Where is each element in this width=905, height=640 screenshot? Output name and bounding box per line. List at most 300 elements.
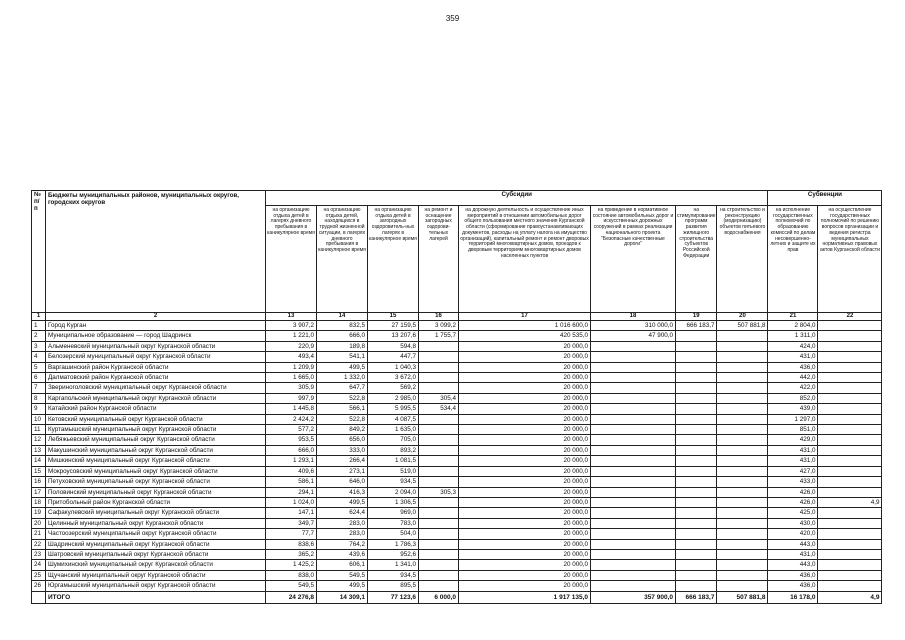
row-value-col-13: 493,4 — [266, 352, 317, 362]
row-value-col-18 — [591, 456, 676, 466]
row-budget-name: Мокроусовский муниципальный округ Курганской области — [46, 466, 266, 476]
row-value-col-20 — [717, 362, 768, 372]
row-value-col-15: 705,0 — [368, 435, 419, 445]
row-budget-name: Муниципальное образование — город Шадринск — [46, 331, 266, 341]
subheader-col-16: на ремонт и оснащение загородных оздорови-тельных лагерей — [419, 206, 459, 313]
column-index-cell: 21 — [768, 313, 818, 321]
row-value-col-19 — [676, 362, 717, 372]
table-row — [32, 393, 882, 403]
total-value-col-19: 666 183,7 — [676, 591, 717, 603]
row-value-col-20 — [717, 477, 768, 487]
row-value-col-14: 656,0 — [317, 435, 368, 445]
row-value-col-18 — [591, 435, 676, 445]
column-index-cell: 1 — [32, 313, 46, 321]
table-row — [32, 570, 882, 580]
row-value-col-14: 764,2 — [317, 539, 368, 549]
row-budget-name: Притобольный район Курганской области — [46, 497, 266, 507]
column-index-row — [32, 313, 882, 321]
row-value-col-21: 427,0 — [768, 466, 818, 476]
row-value-col-19 — [676, 393, 717, 403]
row-value-col-22 — [818, 549, 882, 559]
row-number: 21 — [32, 529, 46, 539]
column-index-cell: 18 — [591, 313, 676, 321]
row-value-col-13: 3 907,2 — [266, 321, 317, 331]
total-row-number — [32, 591, 46, 603]
row-value-col-21: 431,0 — [768, 445, 818, 455]
row-value-col-16 — [419, 456, 459, 466]
row-budget-name: Каргапольский муниципальный округ Курганской области — [46, 393, 266, 403]
row-value-col-16 — [419, 529, 459, 539]
row-value-col-22 — [818, 425, 882, 435]
row-value-col-20 — [717, 383, 768, 393]
row-value-col-16 — [419, 539, 459, 549]
row-value-col-21: 852,0 — [768, 393, 818, 403]
table-row — [32, 581, 882, 591]
row-value-col-21: 442,0 — [768, 373, 818, 383]
row-value-col-22 — [818, 352, 882, 362]
row-value-col-22 — [818, 466, 882, 476]
row-value-col-17: 20 000,0 — [459, 456, 591, 466]
table-row — [32, 539, 882, 549]
row-value-col-14: 416,3 — [317, 487, 368, 497]
subheader-col-14: на организацию отдыха детей, находящихся в трудной жизненной ситуации, в лагерях дневного пребывания в каникулярное время — [317, 206, 368, 313]
row-value-col-13: 586,1 — [266, 477, 317, 487]
column-index-cell: 13 — [266, 313, 317, 321]
row-value-col-15: 969,0 — [368, 508, 419, 518]
row-budget-name: Далматовский район Курганской области — [46, 373, 266, 383]
row-value-col-20 — [717, 404, 768, 414]
row-value-col-21: 2 804,0 — [768, 321, 818, 331]
row-value-col-20 — [717, 456, 768, 466]
row-value-col-14: 566,1 — [317, 404, 368, 414]
table-row — [32, 529, 882, 539]
header-subventions: Субвенции — [768, 191, 882, 206]
row-value-col-14: 647,7 — [317, 383, 368, 393]
table-row — [32, 362, 882, 372]
row-value-col-22 — [818, 487, 882, 497]
row-value-col-16: 305,3 — [419, 487, 459, 497]
row-value-col-17: 20 000,0 — [459, 487, 591, 497]
total-value-col-15: 77 123,6 — [368, 591, 419, 603]
row-value-col-19 — [676, 497, 717, 507]
row-value-col-18 — [591, 466, 676, 476]
row-value-col-19 — [676, 456, 717, 466]
subheader-col-15: на организацию отдыха детей в загородных оздоровитель-ных лагерях в каникулярное время — [368, 206, 419, 313]
row-value-col-22 — [818, 518, 882, 528]
column-index-cell: 20 — [717, 313, 768, 321]
row-value-col-15: 4 087,5 — [368, 414, 419, 424]
total-value-col-13: 24 276,8 — [266, 591, 317, 603]
row-value-col-18 — [591, 425, 676, 435]
header-row-number: № п/п — [32, 191, 46, 313]
row-number: 12 — [32, 435, 46, 445]
row-value-col-17: 20 000,0 — [459, 466, 591, 476]
row-value-col-18 — [591, 477, 676, 487]
row-value-col-17: 20 000,0 — [459, 425, 591, 435]
row-value-col-18 — [591, 373, 676, 383]
row-value-col-18 — [591, 487, 676, 497]
row-budget-name: Половинский муниципальный округ Курганской области — [46, 487, 266, 497]
row-value-col-16 — [419, 466, 459, 476]
row-number: 4 — [32, 352, 46, 362]
row-number: 3 — [32, 341, 46, 351]
row-value-col-13: 147,1 — [266, 508, 317, 518]
row-value-col-17: 20 000,0 — [459, 383, 591, 393]
row-budget-name: Шатровский муниципальный округ Курганской области — [46, 549, 266, 559]
row-value-col-21: 424,0 — [768, 341, 818, 351]
row-value-col-18 — [591, 560, 676, 570]
row-value-col-15: 934,5 — [368, 477, 419, 487]
row-value-col-15: 1 635,0 — [368, 425, 419, 435]
page-number: 359 — [445, 14, 460, 23]
row-number: 5 — [32, 362, 46, 372]
row-value-col-13: 349,7 — [266, 518, 317, 528]
row-value-col-19 — [676, 352, 717, 362]
row-value-col-15: 447,7 — [368, 352, 419, 362]
row-number: 10 — [32, 414, 46, 424]
row-value-col-18 — [591, 581, 676, 591]
row-value-col-18 — [591, 518, 676, 528]
row-value-col-17: 20 000,0 — [459, 414, 591, 424]
row-value-col-15: 1 786,3 — [368, 539, 419, 549]
row-value-col-14: 549,5 — [317, 570, 368, 580]
row-value-col-14: 273,1 — [317, 466, 368, 476]
row-value-col-19 — [676, 560, 717, 570]
row-value-col-16: 305,4 — [419, 393, 459, 403]
row-value-col-14: 283,0 — [317, 518, 368, 528]
table-body — [32, 321, 882, 604]
row-value-col-16 — [419, 383, 459, 393]
row-value-col-15: 783,0 — [368, 518, 419, 528]
total-value-col-18: 357 900,0 — [591, 591, 676, 603]
row-value-col-17: 20 000,0 — [459, 560, 591, 570]
row-value-col-15: 594,8 — [368, 341, 419, 351]
total-value-col-16: 6 000,0 — [419, 591, 459, 603]
table-row — [32, 352, 882, 362]
row-value-col-14: 1 332,0 — [317, 373, 368, 383]
row-value-col-20 — [717, 581, 768, 591]
row-value-col-22 — [818, 508, 882, 518]
row-value-col-21: 439,0 — [768, 404, 818, 414]
row-budget-name: Звериноголовский муниципальный округ Курганской области — [46, 383, 266, 393]
row-value-col-15: 893,2 — [368, 445, 419, 455]
table-row — [32, 508, 882, 518]
row-value-col-18 — [591, 341, 676, 351]
row-value-col-16: 1 755,7 — [419, 331, 459, 341]
row-value-col-19 — [676, 581, 717, 591]
row-budget-name: Кетовский муниципальный округ Курганской области — [46, 414, 266, 424]
table-row — [32, 487, 882, 497]
row-value-col-14: 499,5 — [317, 581, 368, 591]
row-value-col-15: 934,5 — [368, 570, 419, 580]
total-value-col-17: 1 917 135,0 — [459, 591, 591, 603]
row-value-col-17: 20 000,0 — [459, 539, 591, 549]
row-value-col-21: 436,0 — [768, 570, 818, 580]
row-value-col-17: 20 000,0 — [459, 352, 591, 362]
header-subsidies: Субсидии — [266, 191, 768, 206]
row-value-col-17: 20 000,0 — [459, 404, 591, 414]
row-value-col-19 — [676, 341, 717, 351]
row-value-col-18: 47 900,0 — [591, 331, 676, 341]
row-number: 16 — [32, 477, 46, 487]
row-value-col-15: 3 672,0 — [368, 373, 419, 383]
row-value-col-13: 1 445,8 — [266, 404, 317, 414]
subheader-col-21: на исполнение государственных полномочий по образованию комиссий по делам несовершенно-летних и защите их прав — [768, 206, 818, 313]
row-value-col-13: 2 424,2 — [266, 414, 317, 424]
row-budget-name: Альменевский муниципальный округ Курганской области — [46, 341, 266, 351]
row-value-col-19 — [676, 404, 717, 414]
column-index-cell: 17 — [459, 313, 591, 321]
row-value-col-13: 577,2 — [266, 425, 317, 435]
subheader-col-17: на дорожную деятельность и осуществление иных мероприятий в отношении автомобильных дорог общего пользования местного значения Курганской области (сформирование правоустанавливающих документов, расходы на уплату налога на имущество организаций), капитальный ремонт и ремонт дворовых территорий многоквартирных домов, проездов к дворовым территориям многоквартирных домов населенных пунктов — [459, 206, 591, 313]
row-value-col-13: 305,9 — [266, 383, 317, 393]
row-value-col-21: 431,0 — [768, 549, 818, 559]
row-number: 19 — [32, 508, 46, 518]
row-value-col-16 — [419, 352, 459, 362]
row-value-col-21: 1 297,0 — [768, 414, 818, 424]
total-value-col-22: 4,9 — [818, 591, 882, 603]
total-value-col-14: 14 309,1 — [317, 591, 368, 603]
table-row — [32, 321, 882, 331]
row-value-col-18 — [591, 539, 676, 549]
row-value-col-21: 430,0 — [768, 518, 818, 528]
row-value-col-16 — [419, 445, 459, 455]
table-row — [32, 518, 882, 528]
row-number: 11 — [32, 425, 46, 435]
table-row — [32, 414, 882, 424]
row-value-col-17: 20 000,0 — [459, 477, 591, 487]
row-budget-name: Куртамышский муниципальный округ Курганской области — [46, 425, 266, 435]
row-value-col-16 — [419, 508, 459, 518]
row-value-col-17: 20 000,0 — [459, 373, 591, 383]
row-value-col-19 — [676, 331, 717, 341]
row-value-col-14: 266,4 — [317, 456, 368, 466]
row-value-col-15: 1 306,5 — [368, 497, 419, 507]
row-value-col-17: 20 000,0 — [459, 497, 591, 507]
row-value-col-18 — [591, 497, 676, 507]
budget-table-container — [31, 190, 882, 604]
row-value-col-21: 426,0 — [768, 497, 818, 507]
row-value-col-20 — [717, 539, 768, 549]
row-number: 13 — [32, 445, 46, 455]
row-value-col-22 — [818, 341, 882, 351]
row-number: 9 — [32, 404, 46, 414]
row-budget-name: Петуховский муниципальный округ Курганской области — [46, 477, 266, 487]
row-value-col-16 — [419, 414, 459, 424]
row-value-col-13: 666,0 — [266, 445, 317, 455]
row-value-col-20 — [717, 352, 768, 362]
row-number: 14 — [32, 456, 46, 466]
row-value-col-19 — [676, 425, 717, 435]
row-value-col-22 — [818, 393, 882, 403]
row-value-col-14: 439,6 — [317, 549, 368, 559]
row-number: 6 — [32, 373, 46, 383]
row-value-col-13: 997,9 — [266, 393, 317, 403]
row-value-col-22 — [818, 560, 882, 570]
row-value-col-18: 310 000,0 — [591, 321, 676, 331]
table-row — [32, 445, 882, 455]
row-value-col-17: 20 000,0 — [459, 549, 591, 559]
row-value-col-20 — [717, 549, 768, 559]
row-value-col-13: 77,7 — [266, 529, 317, 539]
row-value-col-18 — [591, 404, 676, 414]
row-value-col-17: 1 016 600,0 — [459, 321, 591, 331]
row-value-col-17: 20 000,0 — [459, 570, 591, 580]
table-row — [32, 560, 882, 570]
header-row-main — [32, 191, 882, 206]
row-value-col-15: 5 995,5 — [368, 404, 419, 414]
row-value-col-14: 499,5 — [317, 497, 368, 507]
row-value-col-21: 425,0 — [768, 508, 818, 518]
row-value-col-20 — [717, 560, 768, 570]
row-value-col-20 — [717, 529, 768, 539]
row-value-col-22 — [818, 435, 882, 445]
row-value-col-18 — [591, 549, 676, 559]
row-value-col-16 — [419, 549, 459, 559]
row-value-col-21: 1 311,0 — [768, 331, 818, 341]
row-number: 1 — [32, 321, 46, 331]
row-value-col-18 — [591, 383, 676, 393]
row-value-col-15: 2 985,0 — [368, 393, 419, 403]
row-value-col-22: 4,9 — [818, 497, 882, 507]
row-value-col-15: 1 081,5 — [368, 456, 419, 466]
row-value-col-19 — [676, 383, 717, 393]
row-value-col-21: 433,0 — [768, 477, 818, 487]
row-value-col-14: 541,1 — [317, 352, 368, 362]
row-budget-name: Шадринский муниципальный округ Курганской области — [46, 539, 266, 549]
row-value-col-18 — [591, 393, 676, 403]
row-value-col-13: 1 221,0 — [266, 331, 317, 341]
total-row — [32, 591, 882, 603]
table-row — [32, 477, 882, 487]
row-value-col-16: 534,4 — [419, 404, 459, 414]
row-value-col-15: 1 040,3 — [368, 362, 419, 372]
row-value-col-13: 365,2 — [266, 549, 317, 559]
row-value-col-19 — [676, 445, 717, 455]
row-value-col-21: 429,0 — [768, 435, 818, 445]
total-value-col-20: 507 881,8 — [717, 591, 768, 603]
row-value-col-17: 20 000,0 — [459, 518, 591, 528]
row-value-col-18 — [591, 570, 676, 580]
row-value-col-13: 549,5 — [266, 581, 317, 591]
row-value-col-19 — [676, 477, 717, 487]
row-value-col-20 — [717, 331, 768, 341]
row-value-col-15: 569,2 — [368, 383, 419, 393]
row-budget-name: Варгашинский район Курганской области — [46, 362, 266, 372]
row-value-col-20 — [717, 341, 768, 351]
row-value-col-18 — [591, 445, 676, 455]
row-value-col-19 — [676, 508, 717, 518]
row-value-col-22 — [818, 331, 882, 341]
row-value-col-19 — [676, 487, 717, 497]
row-value-col-14: 606,1 — [317, 560, 368, 570]
row-number: 8 — [32, 393, 46, 403]
row-value-col-18 — [591, 414, 676, 424]
row-value-col-22 — [818, 414, 882, 424]
row-value-col-22 — [818, 529, 882, 539]
row-value-col-21: 851,0 — [768, 425, 818, 435]
row-value-col-16 — [419, 341, 459, 351]
row-number: 7 — [32, 383, 46, 393]
row-value-col-17: 420 535,0 — [459, 331, 591, 341]
row-value-col-22 — [818, 362, 882, 372]
row-value-col-14: 333,0 — [317, 445, 368, 455]
row-value-col-14: 499,5 — [317, 362, 368, 372]
row-value-col-14: 832,5 — [317, 321, 368, 331]
row-value-col-22 — [818, 456, 882, 466]
row-value-col-21: 436,0 — [768, 362, 818, 372]
row-value-col-16 — [419, 477, 459, 487]
row-value-col-17: 20 000,0 — [459, 529, 591, 539]
table-row — [32, 425, 882, 435]
row-value-col-16 — [419, 570, 459, 580]
subheader-col-22: на осуществление государственных полномочий по решению вопросов организации и ведения регистра муниципальных нормативных правовых актов Курганской области — [818, 206, 882, 313]
row-value-col-17: 20 000,0 — [459, 445, 591, 455]
row-budget-name: Макушинский муниципальный округ Курганской области — [46, 445, 266, 455]
row-value-col-20 — [717, 466, 768, 476]
total-value-col-21: 16 178,0 — [768, 591, 818, 603]
row-budget-name: Целинный муниципальный округ Курганской области — [46, 518, 266, 528]
table-row — [32, 383, 882, 393]
row-value-col-20 — [717, 445, 768, 455]
row-value-col-13: 838,0 — [266, 570, 317, 580]
row-value-col-20 — [717, 393, 768, 403]
row-budget-name: Сафакулевский муниципальный округ Курганской области — [46, 508, 266, 518]
row-value-col-17: 20 000,0 — [459, 581, 591, 591]
row-value-col-13: 409,6 — [266, 466, 317, 476]
row-value-col-17: 20 000,0 — [459, 341, 591, 351]
subheader-col-18: на приведение в нормативное состояние автомобильных дорог и искусственных дорожных сооружений в рамках реализации национального проекта "Безопасные качественные дороги" — [591, 206, 676, 313]
row-value-col-15: 504,0 — [368, 529, 419, 539]
row-value-col-22 — [818, 321, 882, 331]
row-budget-name: Шумихинский муниципальный округ Курганской области — [46, 560, 266, 570]
row-value-col-20 — [717, 414, 768, 424]
row-budget-name: Частоозерский муниципальный округ Курганской области — [46, 529, 266, 539]
row-value-col-21: 426,0 — [768, 487, 818, 497]
row-number: 17 — [32, 487, 46, 497]
table-row — [32, 341, 882, 351]
row-value-col-13: 1 665,0 — [266, 373, 317, 383]
row-value-col-19 — [676, 539, 717, 549]
row-value-col-16 — [419, 435, 459, 445]
row-value-col-14: 189,8 — [317, 341, 368, 351]
row-value-col-13: 220,9 — [266, 341, 317, 351]
table-row — [32, 435, 882, 445]
row-value-col-21: 431,0 — [768, 352, 818, 362]
row-number: 25 — [32, 570, 46, 580]
row-value-col-14: 522,8 — [317, 393, 368, 403]
row-value-col-13: 1 209,9 — [266, 362, 317, 372]
row-number: 18 — [32, 497, 46, 507]
row-value-col-15: 1 341,0 — [368, 560, 419, 570]
row-value-col-16 — [419, 560, 459, 570]
column-index-cell: 2 — [46, 313, 266, 321]
row-value-col-19 — [676, 529, 717, 539]
row-value-col-20 — [717, 497, 768, 507]
row-value-col-14: 849,2 — [317, 425, 368, 435]
row-value-col-16 — [419, 497, 459, 507]
row-value-col-13: 1 425,2 — [266, 560, 317, 570]
row-number: 2 — [32, 331, 46, 341]
row-value-col-20: 507 881,8 — [717, 321, 768, 331]
table-row — [32, 549, 882, 559]
table-row — [32, 404, 882, 414]
row-value-col-20 — [717, 435, 768, 445]
table-row — [32, 466, 882, 476]
row-value-col-15: 2 094,0 — [368, 487, 419, 497]
row-value-col-17: 20 000,0 — [459, 362, 591, 372]
row-value-col-19 — [676, 435, 717, 445]
